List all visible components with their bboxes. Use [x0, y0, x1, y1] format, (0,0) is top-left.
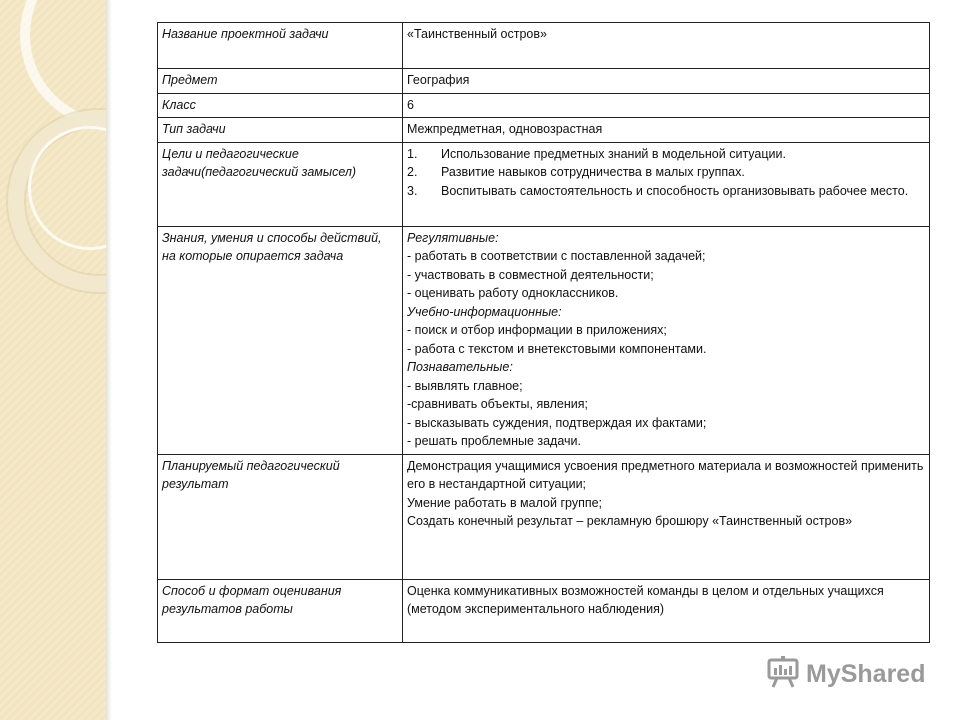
skills-heading: Учебно-информационные: [407, 304, 562, 319]
row-label: Предмет [158, 69, 403, 94]
row-value: География [403, 69, 930, 94]
row-value: «Таинственный остров» [403, 23, 930, 69]
skills-line: - работа с текстом и внетекстовыми компонентами. [407, 341, 707, 356]
skills-line: - решать проблемные задачи. [407, 434, 581, 448]
skills-line: -сравнивать объекты, явления; [407, 397, 588, 411]
list-item [407, 182, 925, 201]
table-row [158, 93, 930, 118]
skills-line: - участвовать в совместной деятельности; [407, 267, 654, 282]
table-row [158, 118, 930, 143]
row-label: Класс [158, 93, 403, 118]
skills-heading: Регулятивные: [407, 230, 499, 245]
skills-heading: Познавательные: [407, 360, 513, 374]
list-text: Развитие навыков сотрудничества в малых группах. [441, 165, 745, 179]
row-label: Знания, умения и способы действий, на которые опирается задача [158, 226, 403, 454]
row-value: 6 [403, 93, 930, 118]
row-value [403, 142, 930, 226]
skills-line: - работать в соответствии с поставленной задачей; [407, 249, 706, 263]
watermark-text: MyShared [806, 659, 926, 688]
skills-line: - поиск и отбор информации в приложениях; [407, 323, 667, 337]
table-row [158, 23, 930, 69]
list-text: Воспитывать самостоятельность и способность организовывать рабочее место. [441, 183, 909, 198]
table-row [158, 454, 930, 579]
table-row [158, 142, 930, 226]
list-number: 3. [407, 183, 418, 198]
skills-line: - выявлять главное; [407, 378, 523, 393]
table-row [158, 226, 930, 454]
side-panel-shadow [106, 0, 112, 720]
list-number: 2. [407, 165, 418, 179]
skills-line: - высказывать суждения, подтверждая их фактами; [407, 415, 707, 430]
table-row [158, 579, 930, 642]
row-label: Цели и педагогические задачи(педагогический замысел) [158, 142, 403, 226]
watermark-logo [766, 654, 925, 694]
result-line: Умение работать в малой группе; [407, 495, 603, 510]
row-value: Межпредметная, одновозрастная [403, 118, 930, 143]
project-task-table [157, 22, 930, 643]
row-label: Название проектной задачи [158, 23, 403, 69]
list-text: Использование предметных знаний в модельной ситуации. [441, 146, 786, 161]
decorative-side-panel [0, 0, 106, 720]
row-value [403, 454, 930, 579]
row-label: Тип задачи [158, 118, 403, 143]
list-item [407, 163, 925, 182]
list-item [407, 145, 925, 164]
presentation-board-icon [766, 655, 800, 694]
row-label: Планируемый педагогический результат [158, 454, 403, 579]
row-value: Оценка коммуникативных возможностей команды в целом и отдельных учащихся (методом экспериментального наблюдения) [403, 579, 930, 642]
result-line: Создать конечный результат – рекламную брошюру «Таинственный остров» [407, 514, 853, 528]
goals-list [407, 145, 925, 201]
row-label: Способ и формат оценивания результатов работы [158, 579, 403, 642]
list-number: 1. [407, 146, 418, 161]
result-line: Демонстрация учащимися усвоения предметного материала и возможностей применить его в нестандартной ситуации; [407, 458, 924, 491]
skills-line: - оценивать работу одноклассников. [407, 286, 619, 300]
table-row [158, 69, 930, 94]
row-value [403, 226, 930, 454]
